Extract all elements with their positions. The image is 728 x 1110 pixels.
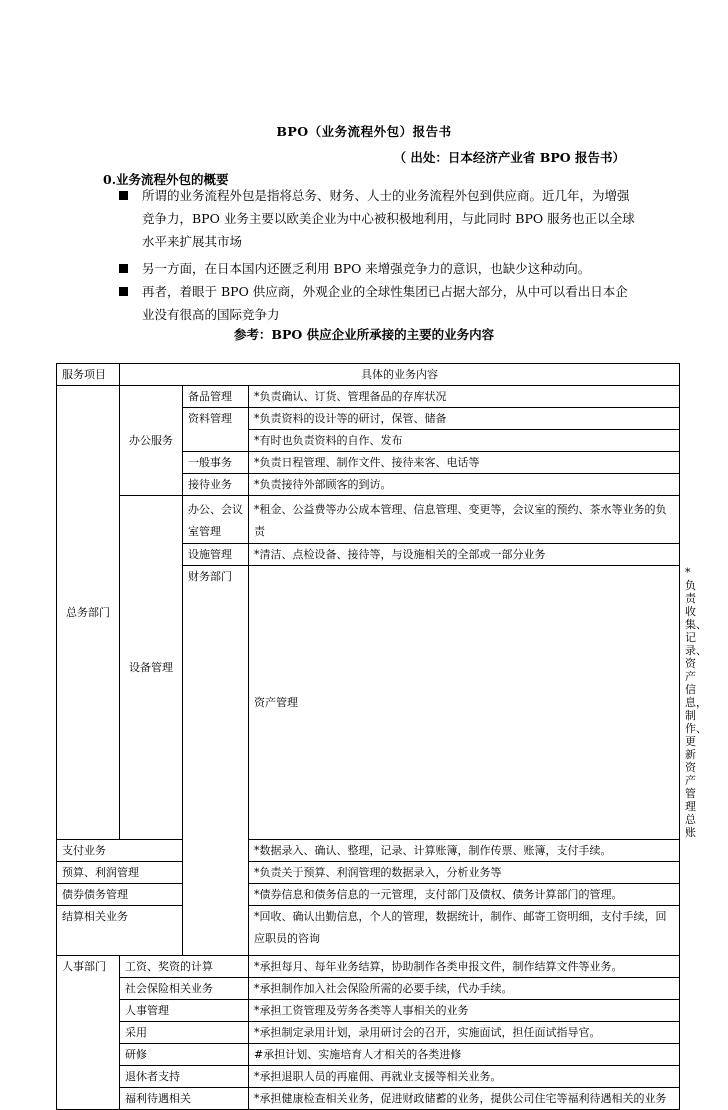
content-cell: *有时也负责资料的自作、发布 — [249, 430, 680, 452]
content-line: *租金、公益费等办公成本管理、信息管理、变更等，会议室的预约、茶水等业务的负 — [254, 503, 667, 516]
table-row — [57, 1044, 680, 1066]
item-cell: 预算、利润管理 — [57, 862, 183, 884]
table-row — [57, 978, 680, 1000]
table-row — [57, 386, 680, 408]
sub-item: 备品管理 — [183, 386, 249, 408]
content-cell: *承担健康检查相关业务，促进财政储蓄的业务，提供公司住宅等福利待遇相关的业务 — [249, 1088, 680, 1110]
section-heading: 0.业务流程外包的概要 — [103, 172, 229, 187]
item-cell: 社会保险相关业务 — [120, 978, 249, 1000]
content-line: 应职员的咨询 — [254, 932, 320, 945]
content-cell: *数据录入、确认、整理，记录、计算账簿，制作传票、账簿，支付手续。 — [249, 840, 680, 862]
sub-item: 一般事务 — [183, 452, 249, 474]
header-content: 具体的业务内容 — [120, 364, 680, 386]
square-bullet-icon — [119, 191, 128, 200]
item-cell: 福利待遇相关 — [120, 1088, 249, 1110]
content-cell: *负责确认、订货、管理备品的存库状况 — [249, 386, 680, 408]
bullet-item — [119, 280, 639, 326]
item-cell: 采用 — [120, 1022, 249, 1044]
header-service-item: 服务项目 — [57, 364, 120, 386]
item-cell: 退休者支持 — [120, 1066, 249, 1088]
table-row — [57, 1066, 680, 1088]
sub-item — [183, 430, 249, 452]
content-line: 责 — [254, 525, 265, 538]
bullet-text: 再者，着眼于 BPO 供应商，外观企业的全球性集团已占据大部分，从中可以看出日本企业没有很高的国际竞争力 — [142, 284, 628, 322]
table-row — [57, 862, 680, 884]
item-cell: 工资、奖资的计算 — [120, 956, 249, 978]
group-office-service: 办公服务 — [120, 386, 183, 496]
content-cell: *负责接待外部顾客的到访。 — [249, 474, 680, 496]
sub-item: 资料管理 — [183, 408, 249, 430]
table-row — [57, 1088, 680, 1110]
business-content-table — [56, 363, 708, 1110]
dept-finance: 财务部门 — [183, 566, 249, 956]
content-cell: *承担每月、每年业务结算，协助制作各类申报文件，制作结算文件等业务。 — [249, 956, 680, 978]
sub-item: 接待业务 — [183, 474, 249, 496]
sub-item — [183, 496, 249, 544]
dept-general: 总务部门 — [57, 386, 120, 840]
sub-item-line: 室管理 — [188, 525, 221, 538]
bullet-text: 所谓的业务流程外包是指将总务、财务、人士的业务流程外包到供应商。近几年，为增强竞争力，BPO 业务主要以欧美企业为中心被积极地利用，与此同时 BPO 服务也正以全球水平来扩展其市场 — [142, 188, 635, 249]
bullet-text: 另一方面，在日本国内还匮乏利用 BPO 来增强竞争力的意识，也缺少这种动向。 — [142, 261, 591, 276]
square-bullet-icon — [119, 287, 128, 296]
group-equipment: 设备管理 — [120, 496, 183, 840]
content-cell: *负责资料的设计等的研讨，保管、储备 — [249, 408, 680, 430]
item-cell: 资产管理 — [249, 566, 680, 840]
content-line: *回收、确认出勤信息，个人的管理，数据统计，制作、邮寄工资明细，支付手续，回 — [254, 910, 667, 923]
content-cell — [249, 906, 680, 956]
square-bullet-icon — [119, 264, 128, 273]
source-note: （ 出处：日本经济产业省 BPO 报告书） — [393, 150, 625, 165]
table-row — [57, 1000, 680, 1022]
sub-item-line: 办公、会议 — [188, 503, 243, 516]
page-title: BPO（业务流程外包）报告书 — [276, 124, 452, 139]
table-row — [57, 1022, 680, 1044]
item-cell: 人事管理 — [120, 1000, 249, 1022]
content-cell: *承担制定录用计划，录用研讨会的召开，实施面试，担任面试指导官。 — [249, 1022, 680, 1044]
content-cell: *承担制作加入社会保险所需的必要手续，代办手续。 — [249, 978, 680, 1000]
content-cell: *承担工资管理及劳务各类等人事相关的业务 — [249, 1000, 680, 1022]
content-cell: *债券信息和债务信息的一元管理，支付部门及债权、债务计算部门的管理。 — [249, 884, 680, 906]
table-row: 财务部门 资产管理 *负责收集、记录、资产信息，制作、更新资产管理总账 — [57, 566, 680, 840]
table-row — [57, 496, 680, 544]
bullet-item — [119, 257, 639, 280]
content-cell: *负责关于预算、利润管理的数据录入，分析业务等 — [249, 862, 680, 884]
table-header-row — [57, 364, 680, 386]
item-cell: 结算相关业务 — [57, 906, 183, 956]
bullet-item — [119, 184, 639, 253]
content-cell — [249, 496, 680, 544]
table-row — [57, 840, 680, 862]
item-cell: 债券债务管理 — [57, 884, 183, 906]
content-cell: #承担计划、实施培育人才相关的各类进修 — [249, 1044, 680, 1066]
table-row — [57, 956, 680, 978]
content-cell: *清洁、点检设备、接待等，与设施相关的全部或一部分业务 — [249, 544, 680, 566]
table-row — [57, 906, 680, 956]
content-cell: *负责日程管理、制作文件、接待来客、电话等 — [249, 452, 680, 474]
reference-title: 参考：BPO 供应企业所承接的主要的业务内容 — [233, 327, 495, 342]
content-cell: *承担退职人员的再雇佣、再就业支援等相关业务。 — [249, 1066, 680, 1088]
item-cell: 支付业务 — [57, 840, 183, 862]
sub-item: 设施管理 — [183, 544, 249, 566]
table-row — [57, 884, 680, 906]
dept-hr: 人事部门 — [57, 956, 120, 1110]
item-cell: 研修 — [120, 1044, 249, 1066]
